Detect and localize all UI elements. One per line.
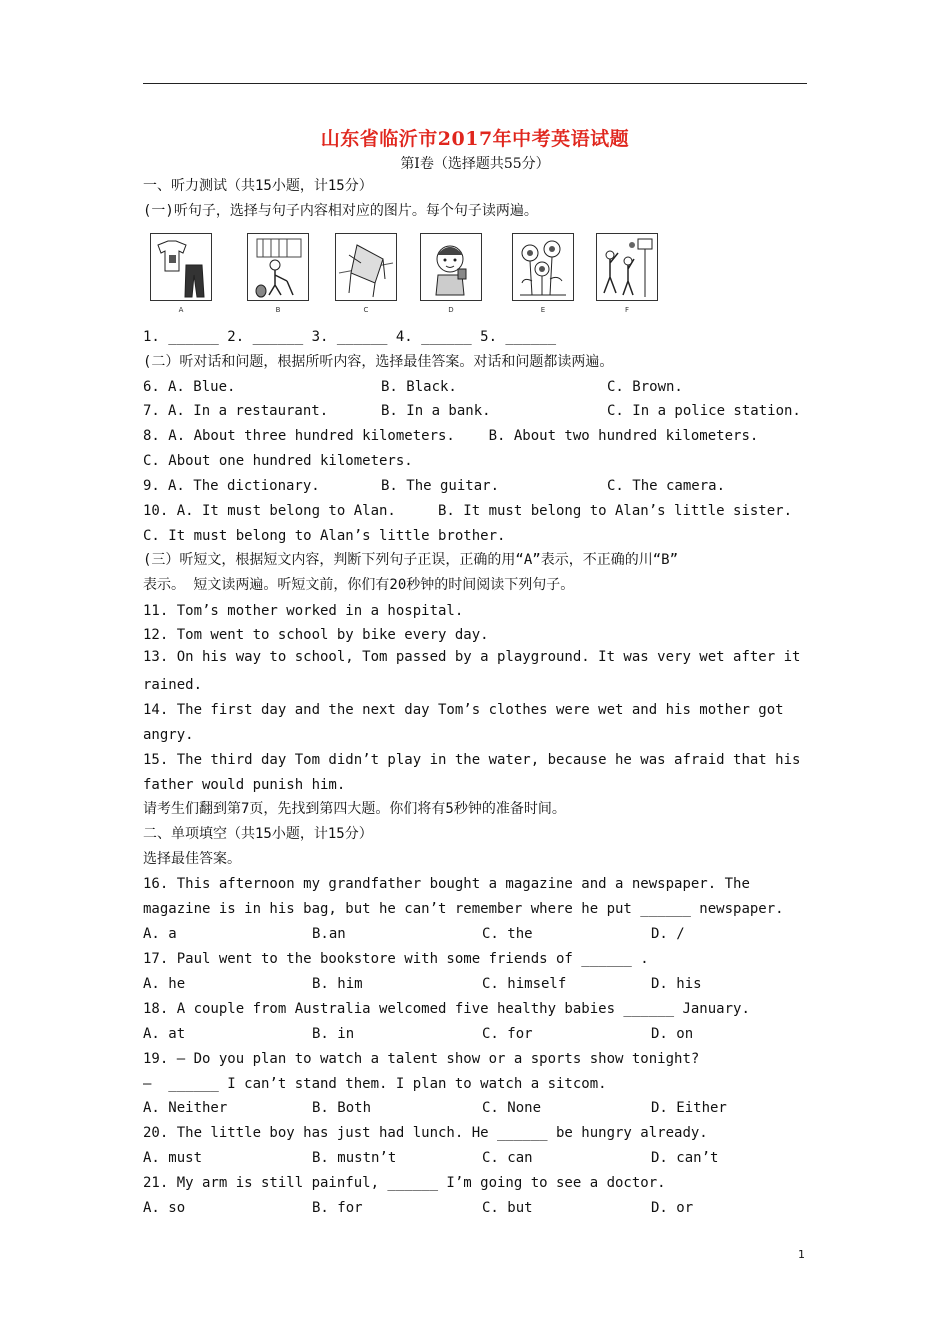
q20-option-b: B. mustn’t [312,1150,397,1166]
q8-line1: 8. A. About three hundred kilometers. B. About two hundred kilometers. [143,428,759,444]
q10-line2: C. It must belong to Alan’s little brother. [143,528,506,544]
q17-option-c: C. himself [482,976,567,992]
q14-line1: 14. The first day and the next day Tom’s clothes were wet and his mother got [143,702,784,718]
picture-c-label: C [363,306,369,314]
section1-heading: 一、听力测试（共15小题，计15分） [143,178,373,194]
q7-num: 7. [143,403,160,419]
q12: 12. Tom went to school by bike every day. [143,627,489,643]
part1-instruction: (一)听句子，选择与句子内容相对应的图片。每个句子读两遍。 [143,203,538,219]
q21-option-a: A. so [143,1200,186,1216]
q20: 20. The little boy has just had lunch. He ______ be hungry already. [143,1125,708,1141]
q9-num: 9. [143,478,160,494]
header-rule [143,83,807,84]
page-subtitle: 第Ⅰ卷（选择题共55分） [400,156,550,172]
picture-e-flowers [512,233,574,301]
part3-instruction-line1: (三）听短文，根据短文内容，判断下列句子正误，正确的用“A”表示，不正确的川“B” [143,552,678,568]
q20-option-c: C. can [482,1150,533,1166]
picture-c-chair [335,233,397,301]
q19-option-a: A. Neither [143,1100,228,1116]
q9-option-a: A. The dictionary. [168,478,320,494]
q16-line2: magazine is in his bag, but he can’t remember where he put ______ newspaper. [143,901,784,917]
q9-option-b: B. The guitar. [381,478,500,494]
picture-e-label: E [540,306,546,314]
picture-f-basketball [596,233,658,301]
picture-b-label: B [275,306,281,314]
q20-option-d: D. can’t [651,1150,719,1166]
q17-option-a: A. he [143,976,186,992]
picture-b-cleaning [247,233,309,301]
picture-a-clothes [150,233,212,301]
picture-f-label: F [624,306,630,314]
picture-d-girl-eating [420,233,482,301]
q15-line1: 15. The third day Tom didn’t play in the water, because he was afraid that his [143,752,801,768]
q6-option-b: B. Black. [381,379,457,395]
q18-option-c: C. for [482,1026,533,1042]
q18-option-b: B. in [312,1026,355,1042]
q10-line1: 10. A. It must belong to Alan. B. It must belong to Alan’s little sister. [143,503,793,519]
q7-option-a: A. In a restaurant. [168,403,329,419]
q18: 18. A couple from Australia welcomed five healthy babies ______ January. [143,1001,750,1017]
q18-option-a: A. at [143,1026,186,1042]
q21-option-c: C. but [482,1200,533,1216]
picture-d-label: D [448,306,454,314]
q18-option-d: D. on [651,1026,694,1042]
q11: 11. Tom’s mother worked in a hospital. [143,603,464,619]
q7-option-c: C. In a police station. [607,403,801,419]
q19-line1: 19. — Do you plan to watch a talent show or a sports show tonight? [143,1051,700,1067]
q16-line1: 16. This afternoon my grandfather bought a magazine and a newspaper. The [143,876,750,892]
picture-a-label: A [178,306,184,314]
q21-option-b: B. for [312,1200,363,1216]
picture-row [150,233,670,315]
q13-line1: 13. On his way to school, Tom passed by a playground. It was very wet after it [143,649,801,665]
section2-heading: 二、单项填空（共15小题，计15分） [143,826,373,842]
q16-option-b: B.an [312,926,346,942]
q19-option-d: D. Either [651,1100,727,1116]
q16-option-c: C. the [482,926,533,942]
part3-instruction-line2: 表示。 短文读两遍。听短文前，你们有20秒钟的时间阅读下列句子。 [143,577,575,593]
page-number: 1 [798,1248,805,1261]
q6-option-a: A. Blue. [168,379,236,395]
answer-blanks: 1. ______ 2. ______ 3. ______ 4. ______ 5. ______ [143,329,557,345]
q19-line2: — ______ I can’t stand them. I plan to watch a sitcom. [143,1076,607,1092]
q6-option-c: C. Brown. [607,379,683,395]
q19-option-c: C. None [482,1100,542,1116]
q13-line2: rained. [143,677,203,693]
q17-option-b: B. him [312,976,363,992]
q17: 17. Paul went to the bookstore with some friends of ______ . [143,951,649,967]
q6-num: 6. [143,379,160,395]
q19-option-b: B. Both [312,1100,372,1116]
section2-instruction: 选择最佳答案。 [143,851,241,867]
q21: 21. My arm is still painful, ______ I’m going to see a doctor. [143,1175,666,1191]
q15-line2: father would punish him. [143,777,346,793]
q17-option-d: D. his [651,976,702,992]
q21-option-d: D. or [651,1200,694,1216]
q16-option-d: D. / [651,926,685,942]
q14-line2: angry. [143,727,194,743]
listening-note: 请考生们翻到第7页，先找到第四大题。你们将有5秒钟的准备时间。 [143,801,566,817]
q8-line2: C. About one hundred kilometers. [143,453,413,469]
page-title: 山东省临沂市2017年中考英语试题 [320,128,630,150]
part2-instruction: (二）听对话和问题，根据所听内容，选择最佳答案。对话和问题都读两遍。 [143,354,614,370]
q7-option-b: B. In a bank. [381,403,491,419]
q9-option-c: C. The camera. [607,478,726,494]
q16-option-a: A. a [143,926,177,942]
q20-option-a: A. must [143,1150,203,1166]
